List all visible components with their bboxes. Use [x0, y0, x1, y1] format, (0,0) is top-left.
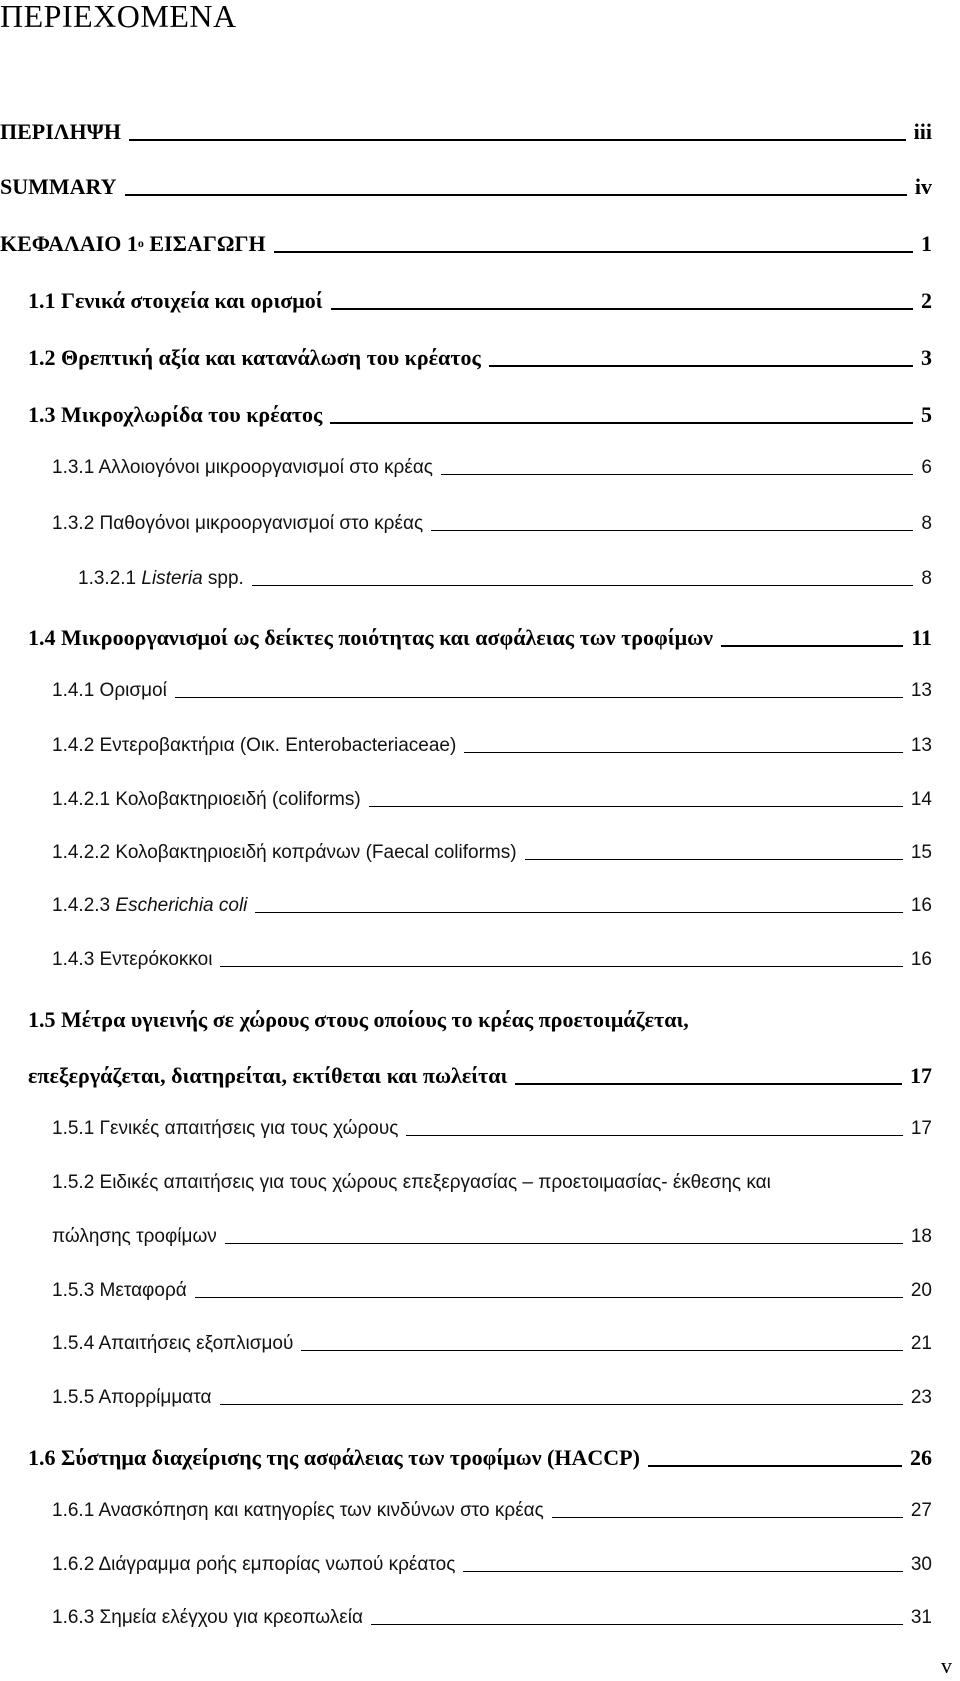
toc-entry-1-2[interactable]	[28, 345, 932, 371]
toc-page-number: 16	[910, 949, 932, 970]
toc-label: 1.6.2 Διάγραμμα ροής εμπορίας νωπού κρέατος	[52, 1554, 456, 1575]
toc-label: 1.1 Γενικά στοιχεία και ορισμοί	[28, 288, 323, 313]
toc-leader	[125, 194, 907, 196]
toc-label: επεξεργάζεται, διατηρείται, εκτίθεται και πωλείται	[28, 1063, 508, 1088]
toc-entry-1-4[interactable]	[28, 625, 932, 651]
toc-leader	[552, 1517, 903, 1518]
toc-entry-1-6-2[interactable]	[52, 1554, 932, 1576]
toc-leader	[274, 251, 913, 253]
toc-leader	[648, 1465, 902, 1467]
toc-entry-1-5-1[interactable]	[52, 1118, 932, 1140]
toc-page-number: 3	[921, 345, 932, 370]
toc-entry-1-6-1[interactable]	[52, 1500, 932, 1522]
toc-label: 1.5.1 Γενικές απαιτήσεις για τους χώρους	[52, 1118, 399, 1139]
toc-label: ΠΕΡΙΛΗΨΗ	[0, 119, 121, 144]
toc-leader	[525, 859, 903, 860]
toc-leader	[225, 1243, 903, 1244]
toc-leader	[515, 1083, 902, 1085]
toc-leader	[252, 585, 914, 586]
toc-leader	[464, 752, 903, 753]
toc-page-number: 14	[910, 789, 932, 810]
toc-leader	[301, 1350, 903, 1351]
toc-label: 1.5.3 Μεταφορά	[52, 1280, 187, 1301]
toc-page-number: 27	[910, 1500, 932, 1521]
toc-label: 1.4 Μικροοργανισμοί ως δείκτες ποιότητας και ασφάλειας των τροφίμων	[28, 625, 713, 650]
toc-label: 1.4.2.3 Escherichia coli	[52, 895, 248, 916]
toc-entry-1-3-2[interactable]	[52, 513, 932, 535]
toc-page-number: 13	[910, 735, 932, 756]
toc-label: 1.6.1 Ανασκόπηση και κατηγορίες των κινδύνων στο κρέας	[52, 1500, 544, 1521]
toc-leader	[129, 139, 906, 141]
toc-page-number: iii	[913, 119, 932, 144]
toc-label: 1.3 Μικροχλωρίδα του κρέατος	[28, 402, 323, 427]
toc-page-number: 1	[921, 231, 932, 256]
toc-leader	[369, 806, 903, 807]
toc-entry-1-3[interactable]	[28, 402, 932, 428]
toc-entry-1-6-3[interactable]	[52, 1607, 932, 1629]
footer-page-number: v	[941, 1653, 952, 1678]
toc-page-number: 31	[910, 1607, 932, 1628]
toc-leader	[406, 1135, 902, 1136]
toc-entry-1-5-line1[interactable]: 1.5 Μέτρα υγιεινής σε χώρους στους οποίους το κρέας προετοιμάζεται,	[28, 1007, 689, 1032]
toc-page-number: 23	[910, 1387, 932, 1408]
toc-page-number: 6	[921, 457, 932, 478]
toc-entry-summary-en[interactable]	[0, 174, 932, 200]
toc-entry-1-5-2[interactable]	[52, 1226, 932, 1248]
toc-leader	[431, 530, 913, 531]
toc-leader	[195, 1297, 903, 1298]
toc-leader	[371, 1624, 903, 1625]
page-title: ΠΕΡΙΕΧΟΜΕΝΑ	[0, 0, 237, 34]
toc-label: πώλησης τροφίμων	[52, 1226, 217, 1247]
toc-label: 1.4.2.1 Κολοβακτηριοειδή (coliforms)	[52, 789, 361, 810]
toc-entry-1-4-2[interactable]	[52, 735, 932, 757]
toc-page-number: 2	[921, 288, 932, 313]
toc-page-number: 18	[910, 1226, 932, 1247]
toc-label: ΚΕΦΑΛΑΙΟ $1^o$ ΕΙΣΑΓΩΓΗ	[0, 231, 266, 256]
toc-entry-1-5-3[interactable]	[52, 1280, 932, 1302]
toc-leader	[331, 308, 913, 310]
toc-page-number: 26	[910, 1445, 932, 1470]
toc-entry-1-5-5[interactable]	[52, 1387, 932, 1409]
toc-entry-1-1[interactable]	[28, 288, 932, 314]
toc-leader	[330, 422, 913, 424]
toc-entry-1-4-1[interactable]	[52, 680, 932, 702]
toc-entry-1-4-2-1[interactable]	[52, 789, 932, 811]
toc-leader	[220, 966, 902, 967]
toc-entry-1-4-2-2[interactable]	[52, 842, 932, 864]
toc-page-number: 11	[911, 625, 932, 650]
toc-label: 1.4.2.2 Κολοβακτηριοειδή κοπράνων (Faecal coliforms)	[52, 842, 517, 863]
toc-leader	[255, 912, 902, 913]
toc-label: 1.4.1 Ορισμοί	[52, 680, 167, 701]
toc-page-number: 21	[910, 1333, 932, 1354]
toc-entry-chapter-1[interactable]	[0, 231, 932, 257]
toc-label: 1.3.2.1 Listeria spp.	[78, 568, 244, 589]
toc-page-number: 5	[921, 402, 932, 427]
toc-label: 1.5.4 Απαιτήσεις εξοπλισμού	[52, 1333, 294, 1354]
toc-page-number: 17	[910, 1118, 932, 1139]
toc-page-number: iv	[914, 174, 932, 199]
toc-page-number: 20	[910, 1280, 932, 1301]
toc-page-number: 13	[910, 680, 932, 701]
toc-leader	[721, 645, 903, 647]
toc-page-number: 16	[910, 895, 932, 916]
toc-label: 1.6 Σύστημα διαχείρισης της ασφάλειας των τροφίμων (HACCP)	[28, 1445, 640, 1470]
toc-leader	[463, 1571, 903, 1572]
toc-label: 1.2 Θρεπτική αξία και κατανάλωση του κρέατος	[28, 345, 481, 370]
toc-entry-1-3-2-1[interactable]	[78, 568, 932, 590]
toc-leader	[441, 474, 913, 475]
toc-label: 1.4.3 Εντερόκοκκοι	[52, 949, 213, 970]
toc-label: 1.5.5 Απορρίμματα	[52, 1387, 212, 1408]
toc-page-number: 30	[910, 1554, 932, 1575]
toc-entry-1-4-3[interactable]	[52, 949, 932, 971]
toc-label: SUMMARY	[0, 174, 117, 199]
toc-entry-1-3-1[interactable]	[52, 457, 932, 479]
toc-label: 1.6.3 Σημεία ελέγχου για κρεοπωλεία	[52, 1607, 363, 1628]
toc-label: 1.4.2 Εντεροβακτήρια (Οικ. Enterobacteriaceae)	[52, 735, 457, 756]
toc-page-number: 17	[910, 1063, 932, 1088]
toc-page-number: 15	[910, 842, 932, 863]
toc-page-number: 8	[921, 568, 932, 589]
toc-entry-summary-gr[interactable]	[0, 119, 932, 145]
toc-leader	[175, 697, 903, 698]
toc-label: 1.3.2 Παθογόνοι μικροοργανισμοί στο κρέας	[52, 513, 424, 534]
toc-entry-1-5[interactable]	[28, 1063, 932, 1089]
toc-leader	[489, 365, 913, 367]
toc-entry-1-5-4[interactable]	[52, 1333, 932, 1355]
toc-leader	[220, 1404, 903, 1405]
toc-entry-1-5-2-line1[interactable]: 1.5.2 Ειδικές απαιτήσεις για τους χώρους επεξεργασίας – προετοιμασίας- έκθεσης και	[52, 1172, 771, 1193]
toc-label: 1.3.1 Αλλοιογόνοι μικροοργανισμοί στο κρέας	[52, 457, 433, 478]
toc-entry-1-6[interactable]	[28, 1445, 932, 1471]
toc-entry-1-4-2-3[interactable]	[52, 895, 932, 917]
toc-page-number: 8	[921, 513, 932, 534]
